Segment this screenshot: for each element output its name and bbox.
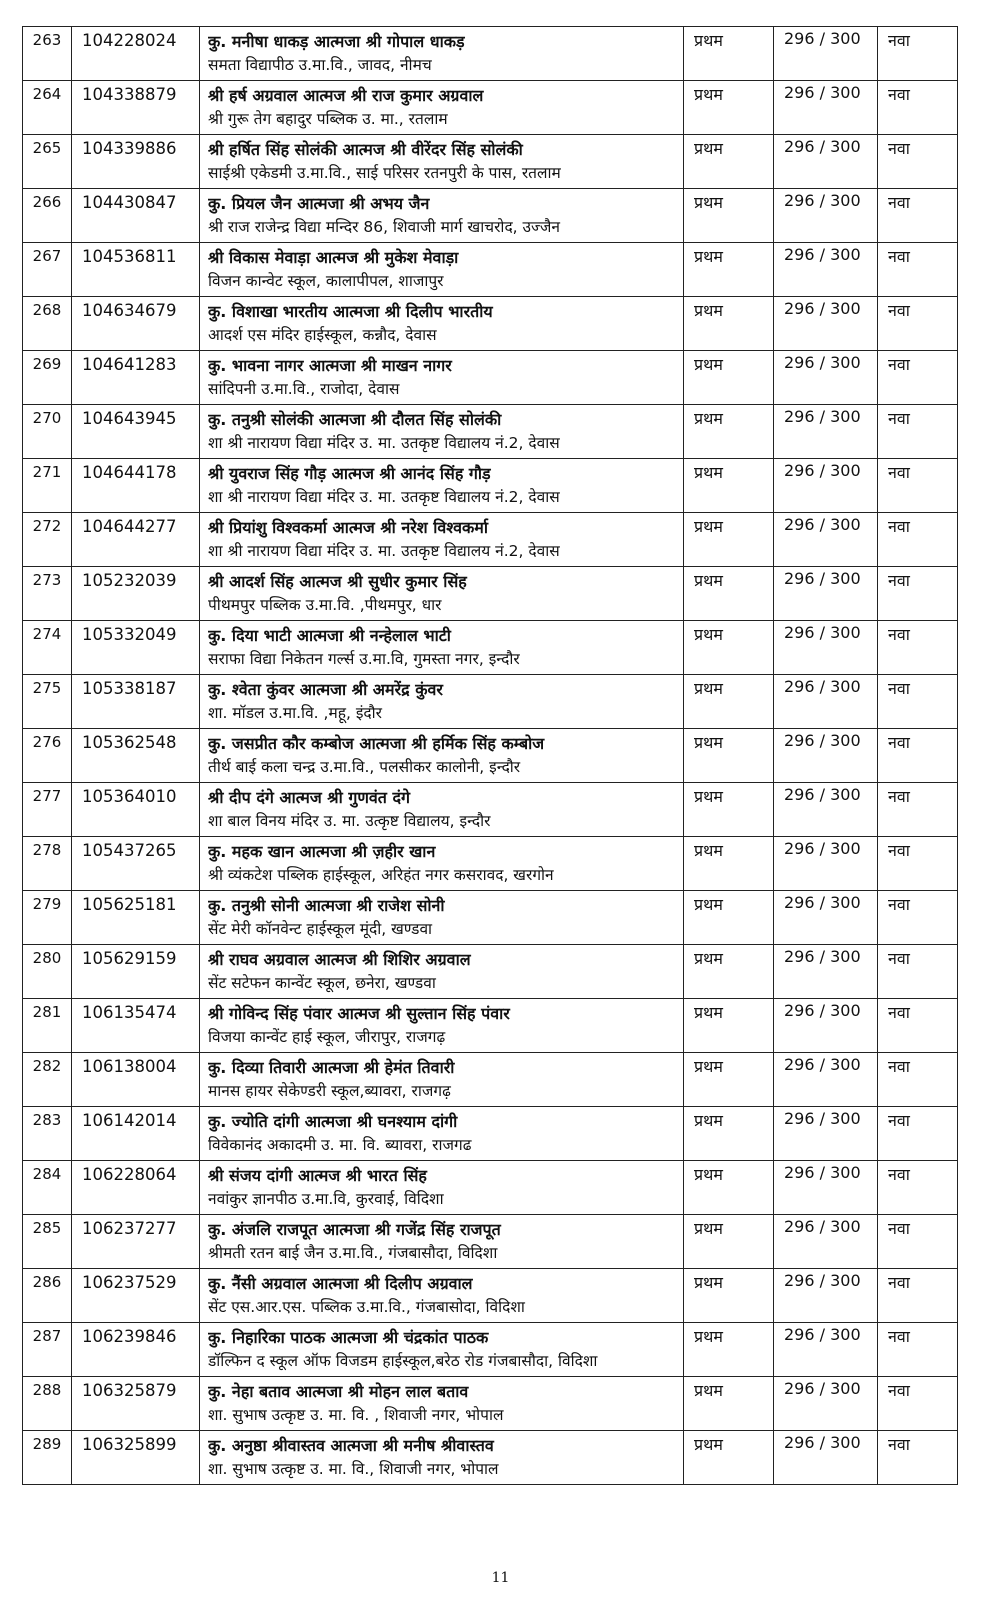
division-cell: प्रथम [684,999,774,1053]
roll-number-cell: 105625181 [72,891,200,945]
serial-number-cell: 276 [23,729,72,783]
table-row [23,783,958,837]
status-cell: नवा [878,945,958,999]
student-name: कु. विशाखा भारतीय आत्मजा श्री दिलीप भारतीय [208,302,493,321]
status-cell: नवा [878,1161,958,1215]
marks-cell: 296 / 300 [774,675,878,729]
roll-number-cell: 106237529 [72,1269,200,1323]
school-name: समता विद्यापीठ उ.मा.वि., जावद, नीमच [208,56,432,74]
school-name: श्री राज राजेन्द्र विद्या मन्दिर 86, शिवाजी मार्ग खाचरोद, उज्जैन [208,218,560,236]
student-name: कु. अंजलि राजपूत आत्मजा श्री गजेंद्र सिंह राजपूत [208,1220,501,1239]
status-cell: नवा [878,459,958,513]
table-row [23,135,958,189]
school-name: तीर्थ बाई कला चन्द्र उ.मा.वि., पलसीकर कालोनी, इन्दौर [208,758,521,776]
school-name: विवेकानंद अकादमी उ. मा. वि. ब्यावरा, राजगढ [208,1136,472,1154]
roll-number-cell: 106325879 [72,1377,200,1431]
roll-number-cell: 105437265 [72,837,200,891]
student-details-cell [200,405,684,459]
student-details-cell [200,189,684,243]
serial-number-cell: 287 [23,1323,72,1377]
status-cell: नवा [878,135,958,189]
status-cell: नवा [878,1269,958,1323]
division-cell: प्रथम [684,27,774,81]
student-name: कु. श्वेता कुंवर आत्मजा श्री अमरेंद्र कुंवर [208,680,443,699]
status-cell: नवा [878,567,958,621]
status-cell: नवा [878,189,958,243]
school-name: शा श्री नारायण विद्या मंदिर उ. मा. उतकृष्ट विद्यालय नं.2, देवास [208,542,560,560]
status-cell: नवा [878,729,958,783]
table-row [23,999,958,1053]
student-name: कु. निहारिका पाठक आत्मजा श्री चंद्रकांत पाठक [208,1328,489,1347]
status-cell: नवा [878,513,958,567]
student-details-cell [200,783,684,837]
roll-number-cell: 105332049 [72,621,200,675]
student-details-cell [200,1161,684,1215]
school-name: श्री गुरू तेग बहादुर पब्लिक उ. मा., रतलाम [208,110,448,128]
status-cell: नवा [878,243,958,297]
status-cell: नवा [878,621,958,675]
student-details-cell [200,1431,684,1485]
division-cell: प्रथम [684,1215,774,1269]
merit-list-body [23,27,958,1485]
division-cell: प्रथम [684,81,774,135]
division-cell: प्रथम [684,297,774,351]
serial-number-cell: 284 [23,1161,72,1215]
status-cell: नवा [878,297,958,351]
marks-cell: 296 / 300 [774,135,878,189]
division-cell: प्रथम [684,1377,774,1431]
table-row [23,945,958,999]
division-cell: प्रथम [684,675,774,729]
student-name: श्री प्रियांशु विश्वकर्मा आत्मज श्री नरेश विश्वकर्मा [208,518,488,537]
student-name: कु. जसप्रीत कौर कम्बोज आत्मजा श्री हर्मिक सिंह कम्बोज [208,734,545,753]
marks-cell: 296 / 300 [774,1323,878,1377]
status-cell: नवा [878,1107,958,1161]
roll-number-cell: 104644277 [72,513,200,567]
marks-cell: 296 / 300 [774,1269,878,1323]
marks-cell: 296 / 300 [774,567,878,621]
table-row [23,1161,958,1215]
student-name: श्री विकास मेवाड़ा आत्मज श्री मुकेश मेवाड़ा [208,248,459,267]
marks-cell: 296 / 300 [774,621,878,675]
student-details-cell [200,891,684,945]
division-cell: प्रथम [684,837,774,891]
student-details-cell [200,1107,684,1161]
student-name: श्री आदर्श सिंह आत्मज श्री सुधीर कुमार सिंह [208,572,467,591]
roll-number-cell: 106135474 [72,999,200,1053]
roll-number-cell: 104643945 [72,405,200,459]
serial-number-cell: 273 [23,567,72,621]
marks-cell: 296 / 300 [774,891,878,945]
serial-number-cell: 263 [23,27,72,81]
division-cell: प्रथम [684,405,774,459]
serial-number-cell: 280 [23,945,72,999]
serial-number-cell: 271 [23,459,72,513]
student-details-cell [200,81,684,135]
school-name: शा श्री नारायण विद्या मंदिर उ. मा. उतकृष्ट विद्यालय नं.2, देवास [208,488,560,506]
roll-number-cell: 104339886 [72,135,200,189]
student-details-cell [200,567,684,621]
school-name: शा बाल विनय मंदिर उ. मा. उत्कृष्ट विद्यालय, इन्दौर [208,812,491,830]
roll-number-cell: 106142014 [72,1107,200,1161]
table-row [23,1053,958,1107]
roll-number-cell: 104430847 [72,189,200,243]
roll-number-cell: 105629159 [72,945,200,999]
student-details-cell [200,243,684,297]
student-details-cell [200,621,684,675]
division-cell: प्रथम [684,459,774,513]
table-row [23,675,958,729]
student-details-cell [200,1269,684,1323]
division-cell: प्रथम [684,513,774,567]
roll-number-cell: 106239846 [72,1323,200,1377]
division-cell: प्रथम [684,1161,774,1215]
marks-cell: 296 / 300 [774,1053,878,1107]
serial-number-cell: 285 [23,1215,72,1269]
status-cell: नवा [878,1053,958,1107]
serial-number-cell: 288 [23,1377,72,1431]
status-cell: नवा [878,1377,958,1431]
student-name: कु. मनीषा धाकड़ आत्मजा श्री गोपाल धाकड़ [208,32,465,51]
division-cell: प्रथम [684,729,774,783]
serial-number-cell: 268 [23,297,72,351]
school-name: सराफा विद्या निकेतन गर्ल्स उ.मा.वि, गुमस्ता नगर, इन्दौर [208,650,520,668]
student-name: श्री हर्ष अग्रवाल आत्मज श्री राज कुमार अग्रवाल [208,86,484,105]
table-row [23,459,958,513]
roll-number-cell: 104338879 [72,81,200,135]
table-row [23,81,958,135]
student-name: श्री युवराज सिंह गौड़ आत्मज श्री आनंद सिंह गौड़ [208,464,491,483]
table-row [23,243,958,297]
roll-number-cell: 105362548 [72,729,200,783]
serial-number-cell: 281 [23,999,72,1053]
school-name: आदर्श एस मंदिर हाईस्कूल, कन्नौद, देवास [208,326,437,344]
status-cell: नवा [878,1431,958,1485]
table-row [23,567,958,621]
status-cell: नवा [878,405,958,459]
marks-cell: 296 / 300 [774,81,878,135]
school-name: सेंट सटेफन कान्वेंट स्कूल, छनेरा, खण्डवा [208,974,436,992]
student-details-cell [200,1323,684,1377]
roll-number-cell: 106228064 [72,1161,200,1215]
school-name: शा. सुभाष उत्कृष्ट उ. मा. वि. , शिवाजी नगर, भोपाल [208,1406,504,1424]
school-name: सेंट मेरी कॉनवेन्ट हाईस्कूल मूंदी, खण्डवा [208,920,433,938]
school-name: श्री व्यंकटेश पब्लिक हाईस्कूल, अरिहंत नगर कसरावद, खरगोन [208,866,554,884]
table-row [23,837,958,891]
student-details-cell [200,1215,684,1269]
school-name: शा. मॉडल उ.मा.वि. ,महू, इंदौर [208,704,383,722]
serial-number-cell: 265 [23,135,72,189]
school-name: पीथमपुर पब्लिक उ.मा.वि. ,पीथमपुर, धार [208,596,442,614]
division-cell: प्रथम [684,243,774,297]
status-cell: नवा [878,1323,958,1377]
student-details-cell [200,999,684,1053]
roll-number-cell: 106237277 [72,1215,200,1269]
marks-cell: 296 / 300 [774,297,878,351]
serial-number-cell: 267 [23,243,72,297]
marks-cell: 296 / 300 [774,189,878,243]
table-row [23,1215,958,1269]
status-cell: नवा [878,783,958,837]
marks-cell: 296 / 300 [774,1431,878,1485]
serial-number-cell: 266 [23,189,72,243]
student-details-cell [200,675,684,729]
marks-cell: 296 / 300 [774,405,878,459]
student-name: कु. दिया भाटी आत्मजा श्री नन्हेलाल भाटी [208,626,451,645]
table-row [23,729,958,783]
division-cell: प्रथम [684,1053,774,1107]
student-details-cell [200,945,684,999]
serial-number-cell: 286 [23,1269,72,1323]
status-cell: नवा [878,891,958,945]
marks-cell: 296 / 300 [774,243,878,297]
serial-number-cell: 275 [23,675,72,729]
division-cell: प्रथम [684,351,774,405]
student-details-cell [200,351,684,405]
marks-cell: 296 / 300 [774,351,878,405]
marks-cell: 296 / 300 [774,27,878,81]
division-cell: प्रथम [684,1107,774,1161]
school-name: डॉल्फिन द स्कूल ऑफ विजडम हाईस्कूल,बरेठ रोड गंजबासौदा, विदिशा [208,1352,598,1370]
marks-cell: 296 / 300 [774,945,878,999]
student-details-cell [200,27,684,81]
student-details-cell [200,1377,684,1431]
serial-number-cell: 272 [23,513,72,567]
table-row [23,1377,958,1431]
roll-number-cell: 104641283 [72,351,200,405]
serial-number-cell: 277 [23,783,72,837]
division-cell: प्रथम [684,783,774,837]
table-row [23,513,958,567]
roll-number-cell: 104536811 [72,243,200,297]
school-name: विजया कान्वेंट हाई स्कूल, जीरापुर, राजगढ़ [208,1028,446,1046]
student-name: श्री गोविन्द सिंह पंवार आत्मज श्री सुल्तान सिंह पंवार [208,1004,510,1023]
merit-list-table [22,26,958,1485]
status-cell: नवा [878,27,958,81]
table-row [23,351,958,405]
marks-cell: 296 / 300 [774,513,878,567]
student-name: कु. भावना नागर आत्मजा श्री माखन नागर [208,356,452,375]
serial-number-cell: 270 [23,405,72,459]
table-row [23,1269,958,1323]
student-name: कु. तनुश्री सोलंकी आत्मजा श्री दौलत सिंह सोलंकी [208,410,502,429]
marks-cell: 296 / 300 [774,1377,878,1431]
table-row [23,405,958,459]
page-number: 11 [491,1570,510,1586]
table-row [23,189,958,243]
serial-number-cell: 282 [23,1053,72,1107]
status-cell: नवा [878,1215,958,1269]
division-cell: प्रथम [684,567,774,621]
student-name: कु. महक खान आत्मजा श्री ज़हीर खान [208,842,436,861]
student-name: श्री दीप दंगे आत्मज श्री गुणवंत दंगे [208,788,410,807]
division-cell: प्रथम [684,135,774,189]
student-name: कु. नेहा बताव आत्मजा श्री मोहन लाल बताव [208,1382,469,1401]
student-name: कु. ज्योति दांगी आत्मजा श्री घनश्याम दांगी [208,1112,458,1131]
student-name: श्री राघव अग्रवाल आत्मज श्री शिशिर अग्रवाल [208,950,471,969]
roll-number-cell: 104634679 [72,297,200,351]
school-name: साईश्री एकेडमी उ.मा.वि., साई परिसर रतनपुरी के पास, रतलाम [208,164,561,182]
marks-cell: 296 / 300 [774,783,878,837]
roll-number-cell: 106325899 [72,1431,200,1485]
student-details-cell [200,135,684,189]
student-details-cell [200,459,684,513]
marks-cell: 296 / 300 [774,999,878,1053]
serial-number-cell: 274 [23,621,72,675]
division-cell: प्रथम [684,891,774,945]
school-name: शा श्री नारायण विद्या मंदिर उ. मा. उतकृष्ट विद्यालय नं.2, देवास [208,434,560,452]
table-row [23,1107,958,1161]
serial-number-cell: 264 [23,81,72,135]
school-name: विजन कान्वेट स्कूल, कालापीपल, शाजापुर [208,272,444,290]
student-name: कु. प्रियल जैन आत्मजा श्री अभय जैन [208,194,430,213]
student-name: श्री हर्षित सिंह सोलंकी आत्मज श्री वीरेंदर सिंह सोलंकी [208,140,523,159]
serial-number-cell: 278 [23,837,72,891]
division-cell: प्रथम [684,1269,774,1323]
division-cell: प्रथम [684,1431,774,1485]
school-name: मानस हायर सेकेण्डरी स्कूल,ब्यावरा, राजगढ़ [208,1082,451,1100]
student-details-cell [200,513,684,567]
student-details-cell [200,297,684,351]
division-cell: प्रथम [684,621,774,675]
table-row [23,27,958,81]
student-details-cell [200,837,684,891]
status-cell: नवा [878,837,958,891]
student-name: कु. अनुष्ठा श्रीवास्तव आत्मजा श्री मनीष श्रीवास्तव [208,1436,494,1455]
serial-number-cell: 289 [23,1431,72,1485]
school-name: सेंट एस.आर.एस. पब्लिक उ.मा.वि., गंजबासोदा, विदिशा [208,1298,525,1316]
table-row [23,1431,958,1485]
division-cell: प्रथम [684,189,774,243]
marks-cell: 296 / 300 [774,459,878,513]
table-row [23,891,958,945]
status-cell: नवा [878,351,958,405]
school-name: श्रीमती रतन बाई जैन उ.मा.वि., गंजबासौदा, विदिशा [208,1244,498,1262]
status-cell: नवा [878,999,958,1053]
marks-cell: 296 / 300 [774,1215,878,1269]
marks-cell: 296 / 300 [774,837,878,891]
roll-number-cell: 105364010 [72,783,200,837]
student-name: कु. तनुश्री सोनी आत्मजा श्री राजेश सोनी [208,896,445,915]
student-name: कु. दिव्या तिवारी आत्मजा श्री हेमंत तिवारी [208,1058,455,1077]
division-cell: प्रथम [684,1323,774,1377]
student-details-cell [200,1053,684,1107]
roll-number-cell: 105338187 [72,675,200,729]
table-row [23,297,958,351]
roll-number-cell: 104228024 [72,27,200,81]
marks-cell: 296 / 300 [774,1161,878,1215]
serial-number-cell: 279 [23,891,72,945]
marks-cell: 296 / 300 [774,1107,878,1161]
serial-number-cell: 283 [23,1107,72,1161]
student-name: श्री संजय दांगी आत्मज श्री भारत सिंह [208,1166,427,1185]
student-name: कु. नैंसी अग्रवाल आत्मजा श्री दिलीप अग्रवाल [208,1274,473,1293]
roll-number-cell: 106138004 [72,1053,200,1107]
school-name: नवांकुर ज्ञानपीठ उ.मा.वि, कुरवाई, विदिशा [208,1190,444,1208]
serial-number-cell: 269 [23,351,72,405]
school-name: सांदिपनी उ.मा.वि., राजोदा, देवास [208,380,400,398]
division-cell: प्रथम [684,945,774,999]
status-cell: नवा [878,675,958,729]
marks-cell: 296 / 300 [774,729,878,783]
school-name: शा. सुभाष उत्कृष्ट उ. मा. वि., शिवाजी नगर, भोपाल [208,1460,499,1478]
roll-number-cell: 104644178 [72,459,200,513]
table-row [23,621,958,675]
roll-number-cell: 105232039 [72,567,200,621]
status-cell: नवा [878,81,958,135]
table-row [23,1323,958,1377]
student-details-cell [200,729,684,783]
